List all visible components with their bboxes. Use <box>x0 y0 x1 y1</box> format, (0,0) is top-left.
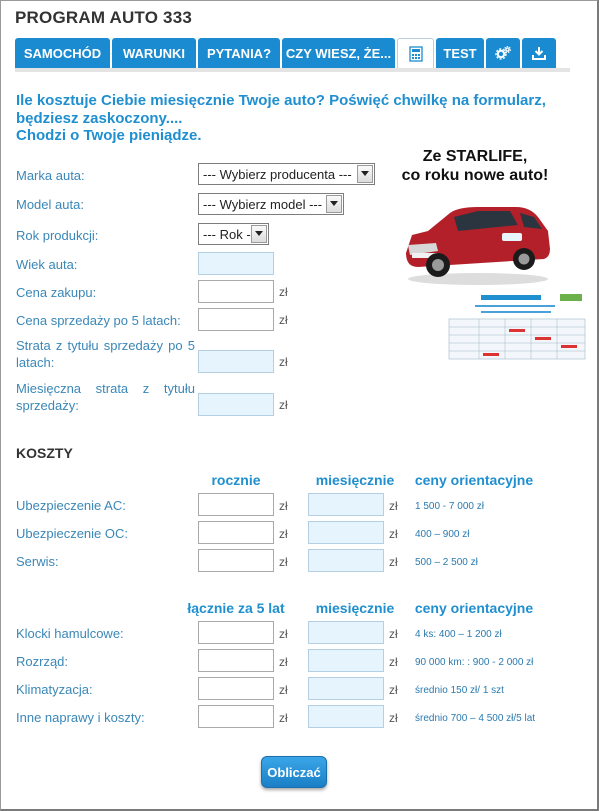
pricing-table-thumbnail <box>445 293 589 361</box>
tab-download[interactable] <box>522 38 556 68</box>
currency-label: zł <box>389 527 398 541</box>
ac-monthly-field <box>308 493 384 516</box>
timing-total-input[interactable] <box>198 649 274 672</box>
monthly-loss-field <box>198 393 274 416</box>
col-monthly: miesięcznie <box>315 600 395 616</box>
tab-warunki[interactable]: WARUNKI <box>112 38 196 68</box>
costs-title: KOSZTY <box>16 445 73 461</box>
price-range: średnio 150 zł/ 1 szt <box>415 685 504 696</box>
currency-label: zł <box>279 285 288 299</box>
col-prices: ceny orientacyjne <box>414 600 534 616</box>
service-monthly-field <box>308 549 384 572</box>
ac-yearly-input[interactable] <box>198 493 274 516</box>
tab-test[interactable]: TEST <box>436 38 484 68</box>
tab-underline <box>15 68 570 72</box>
intro-heading <box>16 92 561 145</box>
brakes-total-input[interactable] <box>198 621 274 644</box>
tab-czy-wiesz[interactable]: CZY WIESZ, ŻE... <box>282 38 395 68</box>
tab-calculator[interactable] <box>397 38 434 68</box>
currency-label: zł <box>279 627 288 641</box>
download-icon <box>532 46 546 60</box>
col-monthly: miesięcznie <box>315 472 395 488</box>
calculate-button[interactable]: Obliczać <box>261 756 327 788</box>
year-select[interactable] <box>198 223 269 245</box>
price-range: 4 ks: 400 – 1 200 zł <box>415 629 502 640</box>
promo-title-line-2: co roku nowe auto! <box>401 167 549 184</box>
monthly-loss-label: Miesięczna strata z tytułu sprzedaży: <box>16 381 195 413</box>
col-yearly: rocznie <box>211 472 261 488</box>
year-label: Rok produkcji: <box>16 228 99 243</box>
currency-label: zł <box>389 499 398 513</box>
sale-price-label: Cena sprzedaży po 5 latach: <box>16 313 181 328</box>
price-range: 500 – 2 500 zł <box>415 557 478 568</box>
timing-monthly-field <box>308 649 384 672</box>
repair-row-label: Klocki hamulcowe: <box>16 626 124 641</box>
purchase-price-input[interactable] <box>198 280 274 303</box>
price-range: 90 000 km: : 900 - 2 000 zł <box>415 657 534 668</box>
currency-label: zł <box>279 655 288 669</box>
col-total-5y: łącznie za 5 lat <box>187 600 285 616</box>
currency-label: zł <box>279 555 288 569</box>
purchase-price-label: Cena zakupu: <box>16 285 97 300</box>
currency-label: zł <box>279 313 288 327</box>
model-label: Model auta: <box>16 197 84 212</box>
currency-label: zł <box>389 555 398 569</box>
cost-row-label: Serwis: <box>16 554 59 569</box>
col-prices: ceny orientacyjne <box>414 472 534 488</box>
tab-pytania[interactable]: PYTANIA? <box>198 38 280 68</box>
brand-select-value: --- Wybierz producenta --- <box>203 166 352 182</box>
price-range: 1 500 - 7 000 zł <box>415 501 484 512</box>
other-total-input[interactable] <box>198 705 274 728</box>
chevron-down-icon <box>251 225 267 243</box>
currency-label: zł <box>389 711 398 725</box>
model-select[interactable] <box>198 193 344 215</box>
intro-line-1: Ile kosztuje Ciebie miesięcznie Twoje auto? Poświęć chwilkę na formularz, będziesz zaskoczony.... <box>16 92 546 127</box>
price-range: 400 – 900 zł <box>415 529 470 540</box>
oc-monthly-field <box>308 521 384 544</box>
currency-label: zł <box>279 499 288 513</box>
currency-label: zł <box>279 711 288 725</box>
oc-yearly-input[interactable] <box>198 521 274 544</box>
chevron-down-icon <box>357 165 373 183</box>
promo-title <box>400 147 550 185</box>
sale-price-input[interactable] <box>198 308 274 331</box>
currency-label: zł <box>279 355 288 369</box>
model-select-value: --- Wybierz model --- <box>203 196 323 212</box>
tab-settings[interactable] <box>486 38 520 68</box>
repair-row-label: Klimatyzacja: <box>16 682 93 697</box>
cost-row-label: Ubezpieczenie OC: <box>16 526 128 541</box>
currency-label: zł <box>279 398 288 412</box>
promo-title-line-1: Ze STARLIFE, <box>422 148 528 165</box>
cost-row-label: Ubezpieczenie AC: <box>16 498 126 513</box>
other-monthly-field <box>308 705 384 728</box>
service-yearly-input[interactable] <box>198 549 274 572</box>
brakes-monthly-field <box>308 621 384 644</box>
tab-samochod[interactable]: SAMOCHÓD <box>15 38 110 68</box>
currency-label: zł <box>279 527 288 541</box>
repair-row-label: Rozrząd: <box>16 654 69 669</box>
car-photo-icon <box>398 187 558 287</box>
intro-line-2: Chodzi o Twoje pieniądze. <box>16 127 202 144</box>
price-range: średnio 700 – 4 500 zł/5 lat <box>415 713 536 724</box>
calculator-icon <box>409 46 423 62</box>
currency-label: zł <box>389 683 398 697</box>
currency-label: zł <box>389 655 398 669</box>
ac-system-total-input[interactable] <box>198 677 274 700</box>
chevron-down-icon <box>326 195 342 213</box>
repair-row-label: Inne naprawy i koszty: <box>16 710 145 725</box>
age-field <box>198 252 274 275</box>
gears-icon <box>495 46 511 60</box>
year-select-value: --- Rok - <box>203 226 251 242</box>
brand-label: Marka auta: <box>16 168 85 183</box>
age-label: Wiek auta: <box>16 257 78 272</box>
brand-select[interactable] <box>198 163 375 185</box>
sale-loss-label: Strata z tytułu sprzedaży po 5 latach: <box>16 338 195 370</box>
currency-label: zł <box>279 683 288 697</box>
sale-loss-field <box>198 350 274 373</box>
app-title: PROGRAM AUTO 333 <box>15 8 193 27</box>
ac-system-monthly-field <box>308 677 384 700</box>
currency-label: zł <box>389 627 398 641</box>
